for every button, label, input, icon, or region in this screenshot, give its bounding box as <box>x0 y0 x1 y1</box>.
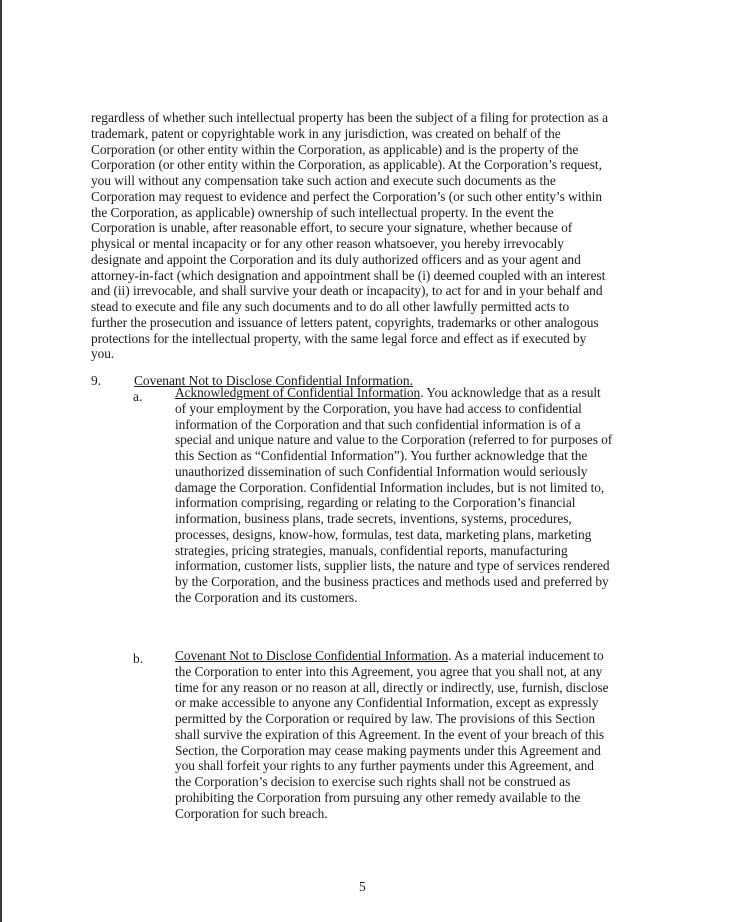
text-line: protections for the intellectual property, with the same legal force and effect as if executed by <box>91 330 587 346</box>
text-line: the Corporation, as applicable) ownership of such intellectual property. In the event the <box>91 204 554 220</box>
text-line: shall survive the expiration of this Agreement. In the event of your breach of this <box>175 726 605 742</box>
text-line: prohibiting the Corporation from pursuing any other remedy available to the <box>175 789 581 805</box>
text-line: information, customer lists, supplier lists, the nature and type of services rendered <box>175 558 610 574</box>
subsection-b-first-line: . As a material inducement to <box>448 648 604 663</box>
text-line: stead to execute and file any such documents and to do all other lawfully permitted acts to <box>91 299 570 314</box>
text-line: you. <box>91 346 115 362</box>
text-line: Corporation may request to evidence and perfect the Corporation’s (or such other entity’s within <box>91 188 602 204</box>
subsection-b-paragraph <box>175 648 609 821</box>
text-line: Corporation is unable, after reasonable effort, to secure your signature, whether because of <box>91 220 573 236</box>
subsection-b-label: b. <box>133 651 144 666</box>
text-line: the Corporation to enter into this Agreement, you agree that you shall not, at any <box>175 663 603 679</box>
text-line: the Corporation and its customers. <box>175 589 358 605</box>
intro-paragraph <box>91 110 608 362</box>
text-line: Corporation (or other entity within the Corporation, as applicable) and is the property of the <box>91 141 579 157</box>
subsection-b-heading: Covenant Not to Disclose Confidential Information <box>175 648 449 663</box>
text-line: information, business plans, trade secrets, inventions, systems, procedures, <box>175 511 572 526</box>
text-line: time for any reason or no reason at all, directly or indirectly, use, furnish, disclose <box>175 679 609 695</box>
text-line: damage the Corporation. Confidential Information includes, but is not limited to, <box>175 479 605 495</box>
text-line: further the prosecution and issuance of letters patent, copyrights, trademarks or other analogous <box>91 314 599 330</box>
text-line: and (ii) irrevocable, and shall survive your death or incapacity), to act for and in your behalf and <box>91 283 603 299</box>
text-line: permitted by the Corporation or required by law. The provisions of this Section <box>175 711 596 726</box>
text-line: special and unique nature and value to the Corporation (referred to for purposes of <box>175 432 613 448</box>
page-number: 5 <box>359 879 366 894</box>
text-line: the Corporation’s decision to exercise such rights shall not be construed as <box>175 774 571 789</box>
text-line: by the Corporation, and the business practices and methods used and preferred by <box>175 574 609 589</box>
subsection-a-paragraph <box>175 385 612 606</box>
subsection-a-label: a. <box>133 389 143 404</box>
text-line: physical or mental incapacity or for any other reason whatsoever, you hereby irrevocably <box>91 236 564 251</box>
text-line: attorney-in-fact (which designation and appointment shall be (i) deemed coupled with an interest <box>91 267 606 283</box>
text-line: Corporation (or other entity within the Corporation, as applicable). At the Corporation’s request, <box>91 157 602 173</box>
text-line: strategies, pricing strategies, manuals, confidential reports, manufacturing <box>175 542 568 558</box>
text-line: information of the Corporation and that such confidential information is of a <box>175 416 581 432</box>
text-line: you shall forfeit your rights to any further payments under this Agreement, and <box>175 758 594 774</box>
text-line: information comprising, regarding or relating to the Corporation’s financial <box>175 495 576 511</box>
text-line: designate and appoint the Corporation and its duly authorized officers and as your agent and <box>91 251 581 267</box>
section-title: Covenant Not to Disclose Confidential Information. <box>134 373 413 388</box>
text-line <box>175 385 612 401</box>
text-line <box>175 648 609 664</box>
subsection-a-first-line: . You acknowledge that as a result <box>420 385 601 400</box>
text-line: processes, designs, know-how, formulas, test data, marketing plans, marketing <box>175 526 592 542</box>
section-number: 9. <box>91 373 102 388</box>
text-line: you will without any compensation take such action and execute such documents as the <box>91 173 556 188</box>
text-line: or make accessible to anyone any Confidential Information, except as expressly <box>175 695 599 711</box>
subsection-a-heading: Acknowledgment of Confidential Information <box>175 385 421 400</box>
text-line: Section, the Corporation may cease making payments under this Agreement and <box>175 742 601 758</box>
text-line: regardless of whether such intellectual property has been the subject of a filing for protection as a <box>91 110 608 125</box>
text-line: unauthorized dissemination of such Confidential Information would seriously <box>175 463 588 479</box>
text-line: Corporation for such breach. <box>175 805 328 821</box>
text-line: of your employment by the Corporation, you have had access to confidential <box>175 400 582 416</box>
text-line: this Section as “Confidential Information”). You further acknowledge that the <box>175 448 588 463</box>
text-line: trademark, patent or copyrightable work in any jurisdiction, was created on behalf of the <box>91 125 561 141</box>
